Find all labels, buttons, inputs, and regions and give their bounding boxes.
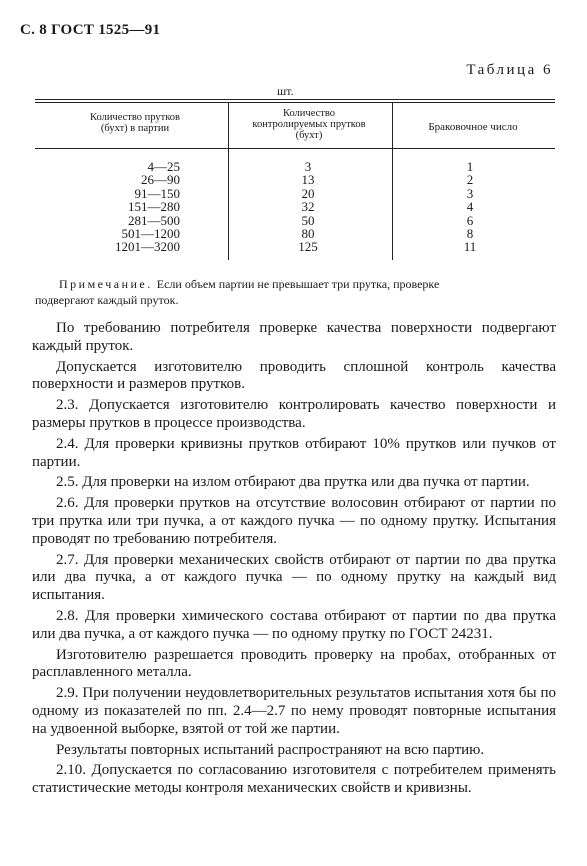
table-cell: 32 bbox=[301, 199, 315, 215]
page-header: С. 8 ГОСТ 1525—91 bbox=[20, 22, 161, 38]
paragraph: 2.5. Для проверки на излом отбирают два прутка или два пучка от партии. bbox=[56, 474, 530, 491]
table-cell: 3 bbox=[304, 159, 312, 174]
table-cell: 26—90 bbox=[141, 172, 180, 188]
paragraph: По требованию потребителя проверке качества поверхности подвергают каждый пруток. bbox=[32, 320, 556, 354]
table-cell: 91—150 bbox=[134, 185, 180, 201]
table-cell: 1201—3200 bbox=[115, 239, 180, 255]
header-line: (бухт) в партии bbox=[100, 123, 170, 134]
paragraph: Результаты повторных испытаний распространяют на всю партию. bbox=[56, 741, 485, 758]
column-rejection-number bbox=[445, 160, 495, 254]
note-text: Если объем партии не превышает три прутка, проверке bbox=[156, 277, 440, 291]
note-line bbox=[35, 276, 555, 292]
table-cell: 50 bbox=[301, 212, 315, 228]
header-line: Количество прутков bbox=[89, 112, 180, 123]
table-cell: 80 bbox=[301, 226, 315, 242]
column-batch-size bbox=[70, 160, 180, 254]
table-cell: 1 bbox=[466, 159, 474, 174]
paragraph: 2.7. Для проверки механических свойств отбирают от партии по два прутка или два пучка, а от каждого пучка — по одному прутку на каждый вид испытания. bbox=[32, 551, 556, 604]
column-sample-size bbox=[286, 160, 330, 254]
header-line: Браковочное число bbox=[428, 121, 518, 133]
header-line: контролируемых прутков bbox=[252, 119, 366, 130]
header-rejection-number bbox=[398, 122, 548, 133]
table-top-rule-2 bbox=[35, 102, 555, 103]
table-note bbox=[35, 276, 555, 308]
table-cell: 6 bbox=[466, 212, 474, 228]
table-cell: 4—25 bbox=[147, 159, 180, 174]
table-cell: 3 bbox=[466, 185, 474, 201]
table-cell: 13 bbox=[301, 172, 315, 188]
paragraph: 2.8. Для проверки химического состава отбирают от партии по два прутка или два пучка, а от каждого пучка — по одному прутку по ГОСТ 24231. bbox=[32, 607, 556, 642]
table-cell: 8 bbox=[466, 226, 474, 242]
table-cell: 20 bbox=[301, 185, 315, 201]
header-bottom-rule bbox=[35, 148, 555, 149]
header-batch-size bbox=[50, 112, 220, 134]
column-divider bbox=[392, 102, 393, 260]
column-divider bbox=[228, 102, 229, 260]
note-label: Примечание. bbox=[59, 277, 153, 291]
paragraph: Изготовителю разрешается проводить проверку на пробах, отобранных от расплавленного металла. bbox=[32, 646, 556, 681]
table-cell: 125 bbox=[298, 239, 318, 255]
note-text: подвергают каждый пруток. bbox=[35, 293, 179, 307]
header-line: Количество bbox=[282, 108, 336, 119]
paragraph: 2.4. Для проверки кривизны прутков отбирают 10% прутков или пучков от партии. bbox=[32, 435, 556, 470]
table-cell: 151—280 bbox=[128, 199, 180, 215]
table-cell: 2 bbox=[466, 172, 474, 188]
paragraph: 2.6. Для проверки прутков на отсутствие волосовин отбирают от партии по три прутка или три пучка, а от каждого пучка — по одному прутку. Испытания проводят по требованию потребителя. bbox=[32, 495, 556, 547]
paragraph: 2.3. Допускается изготовителю контролировать качество поверхности и размеры прутков в процессе производства. bbox=[32, 397, 556, 431]
table-caption: Таблица 6 bbox=[466, 62, 553, 78]
table-top-rule bbox=[35, 99, 555, 100]
body-text bbox=[32, 320, 556, 801]
paragraph: 2.9. При получении неудовлетворительных результатов испытания хотя бы по одному из показателей по пп. 2.4—2.7 по нему проводят повторные испытания на удвоенной выборке, взятой от той же партии. bbox=[32, 685, 556, 737]
unit-label: шт. bbox=[277, 84, 294, 98]
table-cell: 501—1200 bbox=[121, 226, 180, 242]
paragraph: 2.10. Допускается по согласованию изготовителя с потребителем применять статистические методы контроля механических свойств и кривизны. bbox=[32, 762, 556, 797]
table-cell: 4 bbox=[466, 199, 474, 215]
header-line: (бухт) bbox=[295, 130, 323, 141]
table-cell: 11 bbox=[463, 239, 477, 255]
header-sample-size bbox=[234, 108, 384, 141]
table-cell: 281—500 bbox=[128, 212, 180, 228]
paragraph: Допускается изготовителю проводить сплошной контроль качества поверхности и размеров прутков. bbox=[32, 358, 556, 393]
